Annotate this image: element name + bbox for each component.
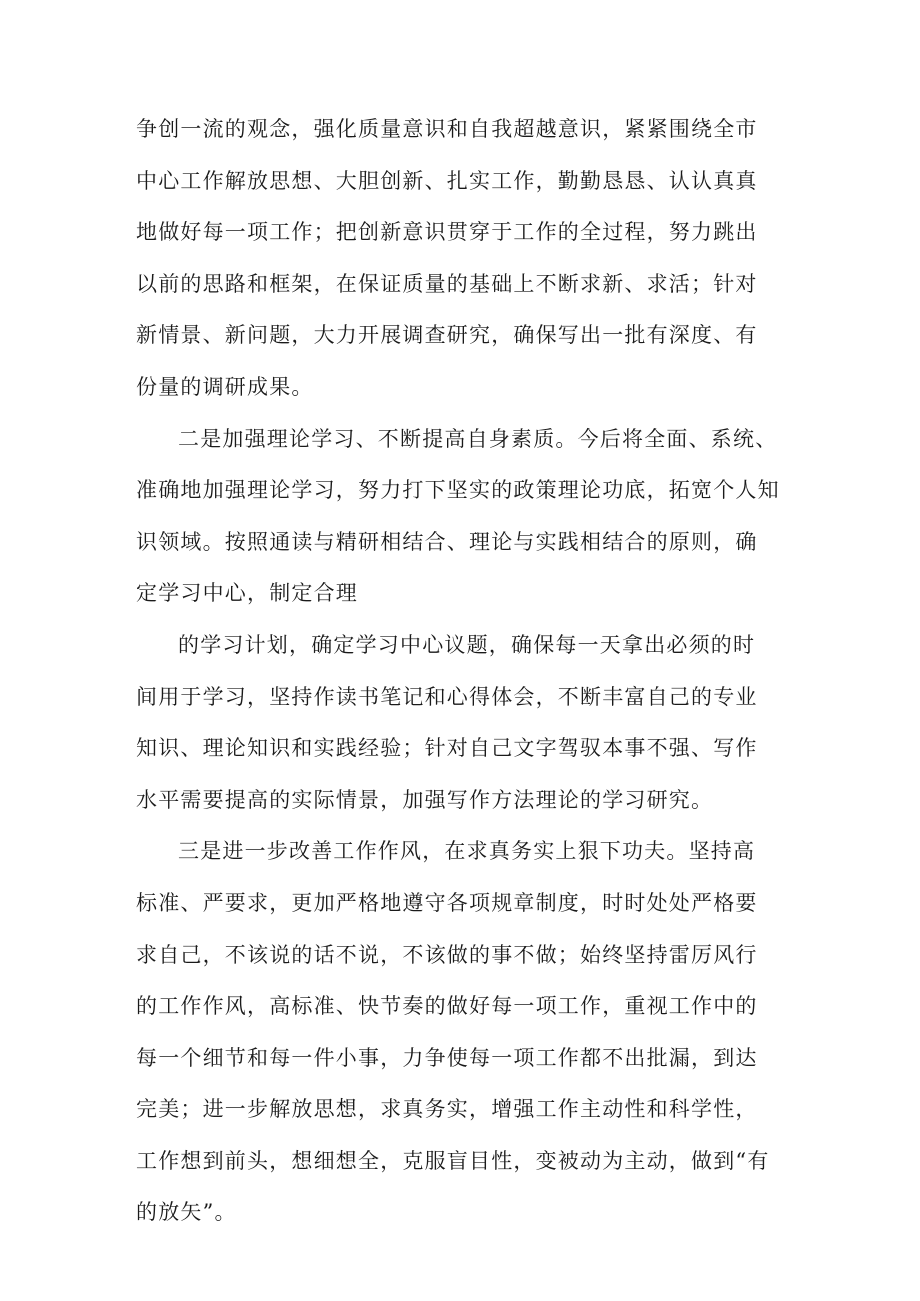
text-line: 新情景、新问题，大力开展调查研究，确保写出一批有深度、有 (136, 323, 758, 348)
text-line: 以前的思路和框架，在保证质量的基础上不断求新、求活；针对 (136, 271, 758, 296)
paragraph-start-line: 的学习计划，确定学习中心议题，确保每一天拿出必须的时 (178, 632, 756, 657)
text-line: 求自己，不该说的话不说，不该做的事不做；始终坚持雷厉风行 (136, 942, 758, 967)
text-line: 的工作作风，高标准、快节奏的做好每一项工作，重视工作中的 (136, 994, 758, 1019)
document-body (136, 104, 800, 1239)
text-line: 完美；进一步解放思想，求真务实，增强工作主动性和科学性， (136, 1097, 758, 1122)
text-line: 知识、理论知识和实践经验；针对自己文字驾驭本事不强、写作 (136, 736, 758, 761)
text-line: 工作想到前头，想细想全，克服盲目性，变被动为主动，做到“有 (136, 1148, 770, 1173)
paragraph-start-line: 三是进一步改善工作作风，在求真务实上狠下功夫。坚持高 (178, 839, 756, 864)
text-line: 水平需要提高的实际情景，加强写作方法理论的学习研究。 (136, 787, 714, 812)
text-line: 准确地加强理论学习，努力打下坚实的政策理论功底，拓宽个人知 (136, 478, 780, 503)
paragraph-start-line: 二是加强理论学习、不断提高自身素质。今后将全面、系统、 (178, 426, 778, 451)
text-line: 的放矢”。 (136, 1200, 237, 1225)
text-line: 份量的调研成果。 (136, 374, 314, 399)
text-line: 地做好每一项工作；把创新意识贯穿于工作的全过程，努力跳出 (136, 220, 758, 245)
text-line: 争创一流的观念，强化质量意识和自我超越意识，紧紧围绕全市 (136, 117, 758, 141)
text-line: 间用于学习，坚持作读书笔记和心得体会，不断丰富自己的专业 (136, 684, 758, 709)
text-line: 每一个细节和每一件小事，力争使每一项工作都不出批漏，到达 (136, 1045, 758, 1070)
text-line: 识领域。按照通读与精研相结合、理论与实践相结合的原则，确 (136, 529, 758, 554)
text-line: 标准、严要求，更加严格地遵守各项规章制度，时时处处严格要 (136, 890, 758, 915)
text-line: 定学习中心，制定合理 (136, 581, 358, 606)
text-line: 中心工作解放思想、大胆创新、扎实工作，勤勤恳恳、认认真真 (136, 168, 758, 193)
